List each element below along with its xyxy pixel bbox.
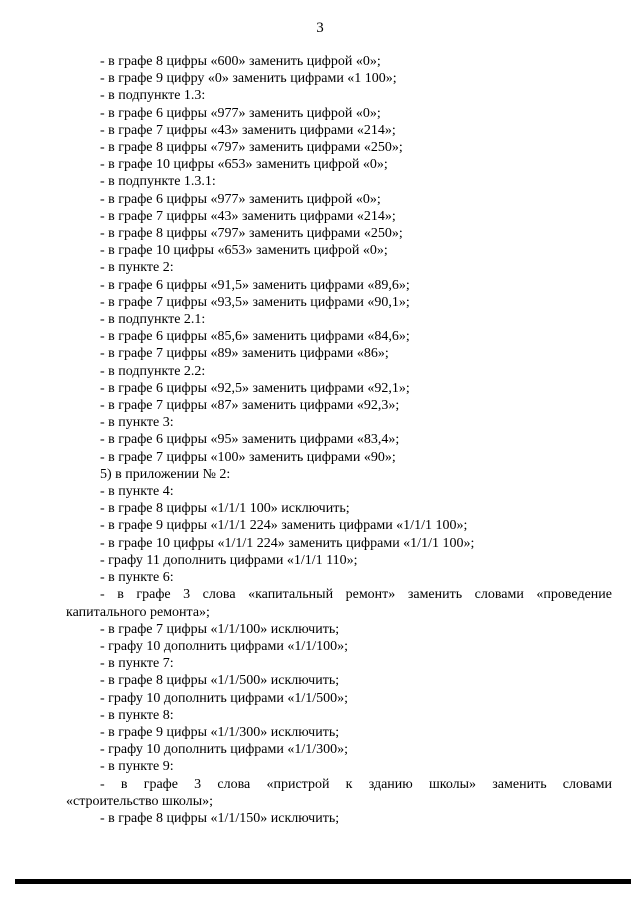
amendment-line: - в пункте 9: — [100, 759, 174, 775]
amendment-line: - в графе 7 цифры «43» заменить цифрами «214»; — [100, 208, 396, 224]
amendment-line: - в графе 8 цифры «1/1/150» исключить; — [100, 810, 340, 826]
amendment-line: - в подпункте 2.2: — [100, 363, 206, 379]
amendment-line: - в графе 6 цифры «92,5» заменить цифрами «92,1»; — [100, 380, 410, 396]
amendment-line: - в пункте 8: — [100, 707, 174, 723]
amendment-line: - в пункте 3: — [100, 415, 174, 431]
amendment-line: - в графе 6 цифры «85,6» заменить цифрами «84,6»; — [100, 329, 410, 345]
amendment-line: - графу 10 дополнить цифрами «1/1/100»; — [100, 638, 349, 654]
amendment-line: - в графе 8 цифры «797» заменить цифрами «250»; — [100, 140, 403, 156]
amendment-list-3 — [66, 810, 612, 827]
amendment-line: - в графе 8 цифры «797» заменить цифрами «250»; — [100, 226, 403, 242]
amendment-line: - в графе 6 цифры «977» заменить цифрой «0»; — [100, 191, 381, 207]
amendment-line: - в графе 8 цифры «1/1/1 100» исключить; — [100, 501, 350, 517]
amendment-line: - в пункте 6: — [100, 570, 174, 586]
amendment-line: - в графе 7 цифры «89» заменить цифрами «86»; — [100, 346, 389, 362]
amendment-line: - в подпункте 1.3: — [100, 88, 206, 104]
amendment-line: - графу 10 дополнить цифрами «1/1/500»; — [100, 690, 349, 706]
amendment-line: - в подпункте 1.3.1: — [100, 174, 216, 190]
amendment-paragraph-2-first: - в графе 3 слова «пристрой к зданию школы» заменить словами — [100, 776, 612, 792]
amendment-line: 5) в приложении № 2: — [100, 466, 231, 482]
amendment-line: - в графе 7 цифры «43» заменить цифрами «214»; — [100, 122, 396, 138]
amendment-line: - в пункте 2: — [100, 260, 174, 276]
page-number: 3 — [316, 20, 324, 36]
amendment-line: - в графе 10 цифры «653» заменить цифрой «0»; — [100, 243, 388, 259]
amendment-line: - в графе 6 цифры «91,5» заменить цифрами «89,6»; — [100, 277, 410, 293]
amendment-line: - в графе 7 цифры «100» заменить цифрами «90»; — [100, 449, 396, 465]
amendment-line: - графу 11 дополнить цифрами «1/1/1 110»; — [100, 552, 358, 568]
amendment-line: - в графе 7 цифры «87» заменить цифрами «92,3»; — [100, 398, 400, 414]
amendment-line: - в графе 7 цифры «1/1/100» исключить; — [100, 621, 340, 637]
amendment-line: - в графе 7 цифры «93,5» заменить цифрами «90,1»; — [100, 294, 410, 310]
amendment-line: - в пункте 4: — [100, 484, 174, 500]
amendment-line: - в графе 9 цифры «1/1/1 224» заменить цифрами «1/1/1 100»; — [100, 518, 468, 534]
amendment-line: - в графе 8 цифры «600» заменить цифрой «0»; — [100, 54, 381, 69]
amendment-line: - графу 10 дополнить цифрами «1/1/300»; — [100, 742, 349, 758]
amendment-paragraph-1-first: - в графе 3 слова «капитальный ремонт» заменить словами «проведение — [100, 587, 612, 603]
amendment-paragraph-2 — [66, 776, 612, 793]
amendment-list-1 — [66, 53, 612, 586]
amendment-line: - в графе 9 цифру «0» заменить цифрами «1 100»; — [100, 71, 397, 87]
amendment-paragraph-1-continuation: капитального ремонта»; — [66, 604, 210, 620]
amendment-line: - в графе 10 цифры «1/1/1 224» заменить цифрами «1/1/1 100»; — [100, 535, 475, 551]
bottom-rule — [15, 879, 631, 884]
amendment-line: - в графе 6 цифры «977» заменить цифрой «0»; — [100, 105, 381, 121]
amendment-line: - в графе 9 цифры «1/1/300» исключить; — [100, 724, 340, 740]
amendment-line: - в пункте 7: — [100, 656, 174, 672]
amendment-line: - в графе 6 цифры «95» заменить цифрами «83,4»; — [100, 432, 400, 448]
amendment-line: - в подпункте 2.1: — [100, 312, 206, 328]
amendment-list-2 — [66, 621, 612, 776]
amendment-paragraph-1 — [66, 586, 612, 603]
amendment-line: - в графе 8 цифры «1/1/500» исключить; — [100, 673, 340, 689]
amendment-paragraph-2-continuation: «строительство школы»; — [66, 793, 214, 809]
amendment-line: - в графе 10 цифры «653» заменить цифрой «0»; — [100, 157, 388, 173]
document-body — [66, 53, 612, 827]
